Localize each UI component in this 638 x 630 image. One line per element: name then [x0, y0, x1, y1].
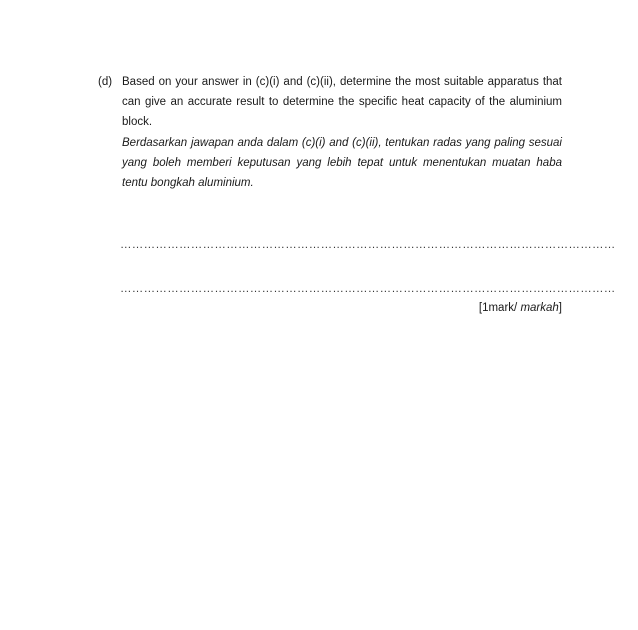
marks-allocation: [479, 301, 562, 315]
answer-line[interactable]: ………………………………………………………………………………………………………………: [120, 283, 616, 295]
question-text-malay: Berdasarkan jawapan anda dalam (c)(i) and (c)(ii), tentukan radas yang paling sesuai yang boleh memberi keputusan yang lebih tepat untuk menentukan muatan haba tentu bongkah aluminium.: [122, 136, 562, 190]
marks-prefix: [1mark/: [478, 302, 521, 314]
question-text-english: Based on your answer in (c)(i) and (c)(ii), determine the most suitable apparatus that can give an accurate result to determine the specific heat capacity of the aluminium block.: [122, 76, 562, 129]
marks-italic: markah: [520, 302, 559, 314]
marks-suffix: ]: [558, 302, 562, 314]
question-body: [122, 72, 562, 193]
question-label: (d): [98, 76, 113, 88]
answer-line[interactable]: ………………………………………………………………………………………………………………: [120, 239, 616, 251]
